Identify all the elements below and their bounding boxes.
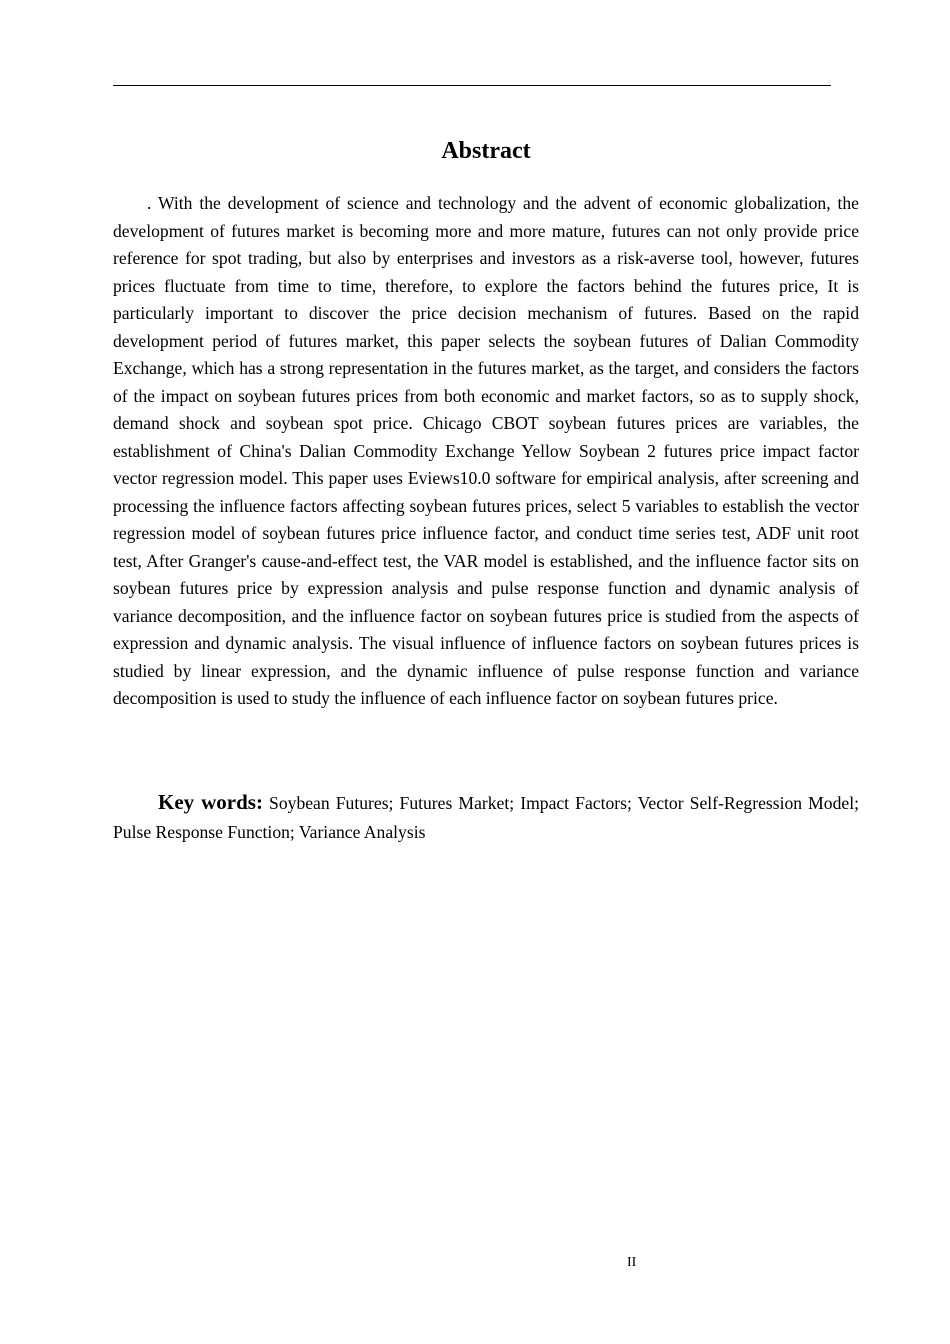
keywords-label: Key words:	[158, 790, 263, 814]
page-title: Abstract	[441, 138, 531, 164]
header-rule	[113, 85, 831, 86]
keywords-text: Soybean Futures; Futures Market; Impact Factors; Vector Self-Regression Model; Pulse Response Function; Variance Analysis	[113, 793, 859, 842]
page-number: II	[627, 1255, 637, 1270]
keywords-paragraph	[113, 788, 859, 846]
abstract-body: . With the development of science and technology and the advent of economic globalization, the development of futures market is becoming more and more mature, futures can not only provide price reference for spot trading, but also by enterprises and investors as a risk-averse tool, however, futures prices fluctuate from time to time, therefore, to explore the factors behind the futures price, It is particularly important to discover the price decision mechanism of futures. Based on the rapid development period of futures market, this paper selects the soybean futures of Dalian Commodity Exchange, which has a strong representation in the futures market, as the target, and considers the factors of the impact on soybean futures prices from both economic and market factors, so as to supply shock, demand shock and soybean spot price. Chicago CBOT soybean futures prices are variables, the establishment of China's Dalian Commodity Exchange Yellow Soybean 2 futures price impact factor vector regression model. This paper uses Eviews10.0 software for empirical analysis, after screening and processing the influence factors affecting soybean futures prices, select 5 variables to establish the vector regression model of soybean futures price influence factor, and conduct time series test, ADF unit root test, After Granger's cause-and-effect test, the VAR model is established, and the influence factor sits on soybean futures price by expression analysis and pulse response function and dynamic analysis of variance decomposition, and the influence factor on soybean futures price is studied from the aspects of expression and dynamic analysis. The visual influence of influence factors on soybean futures prices is studied by linear expression, and the dynamic influence of pulse response function and variance decomposition is used to study the influence of each influence factor on soybean futures price.	[113, 193, 859, 708]
